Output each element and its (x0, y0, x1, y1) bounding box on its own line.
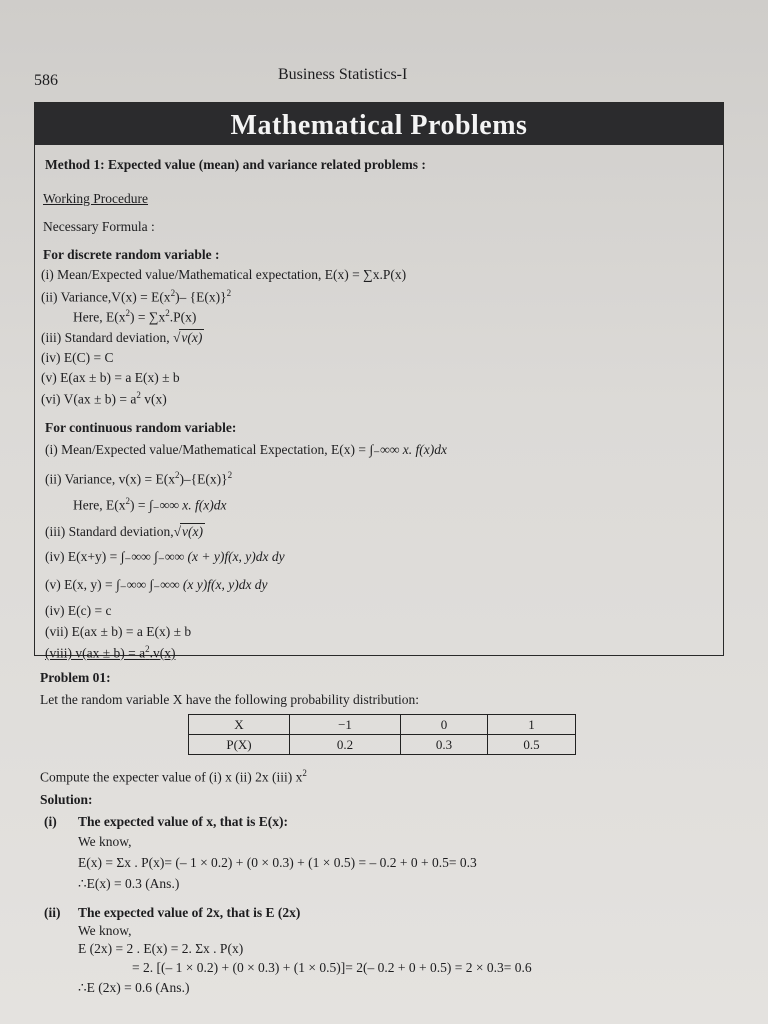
compute-instruction: Compute the expecter value of (i) x (ii) 2x (iii) $x^2$ (40, 768, 307, 785)
continuous-heading: For continuous random variable: (45, 420, 237, 435)
discrete-formula-ii: (ii) Variance,V(x) = $E(x^2)-$ $\{E(x)\}^2$ (41, 288, 232, 305)
necessary-formula: Necessary Formula : (43, 219, 155, 234)
continuous-formula-iii: (iii) Standard deviation,√v(x) (45, 524, 203, 539)
part-i-label: (i) (44, 814, 57, 829)
table-row (189, 715, 576, 735)
discrete-formula-vi: (vi) $V(ax \pm b) = a^2$ v(x) (41, 390, 167, 407)
discrete-formula-v: (v) E(ax ± b) = a E(x) ± b (41, 370, 180, 385)
table-cell: 1 (488, 715, 576, 735)
table-cell: −1 (290, 715, 401, 735)
page-number: 586 (34, 72, 58, 89)
part-ii-label: (ii) (44, 905, 61, 920)
discrete-formula-i: (i) Mean/Expected value/Mathematical expectation, E(x) = ∑x.P(x) (41, 267, 407, 282)
part-ii-title: The expected value of 2x, that is E (2x) (78, 905, 301, 920)
method-heading: Method 1: Expected value (mean) and variance related problems : (45, 157, 426, 172)
running-title: Business Statistics-I (278, 66, 408, 83)
formula-box (34, 102, 724, 661)
table-cell: 0.2 (290, 735, 401, 755)
part-ii-equation-1: E (2x) = 2 . E(x) = 2. Σx . P(x) (78, 941, 244, 956)
continuous-formula-here: Here, $E(x^2)$ = ∫₋∞∞ x. f(x)dx (73, 496, 227, 513)
continuous-formula-i: (i) Mean/Expected value/Mathematical Expectation, E(x) = ∫₋∞∞ x. f(x)dx (45, 442, 448, 457)
continuous-formula-viii: (viii) $v(ax \pm b) = a^2.v(x)$ (45, 644, 176, 661)
part-i-we-know: We know, (78, 834, 132, 849)
continuous-formula-vi: (iv) E(c) = c (45, 603, 112, 618)
continuous-formula-v: (v) E(x, y) = ∫₋∞∞ ∫₋∞∞ (x y)f(x, y)dx dy (45, 577, 268, 592)
table-cell: 0.5 (488, 735, 576, 755)
table-cell: 0 (401, 715, 488, 735)
problem-statement: Let the random variable X have the following probability distribution: (40, 692, 420, 707)
discrete-formula-iii: (iii) Standard deviation, √v(x) (41, 330, 203, 345)
continuous-formula-vii: (vii) E(ax ± b) = a E(x) ± b (45, 624, 192, 639)
continuous-formula-iv: (iv) E(x+y) = ∫₋∞∞ ∫₋∞∞ (x + y)f(x, y)dx dy (45, 549, 285, 564)
part-i-title: The expected value of x, that is E(x): (78, 814, 288, 829)
continuous-formula-ii: (ii) Variance, $v(x) = E(x^2)-\{E(x)\}^2$ (45, 470, 233, 487)
working-procedure: Working Procedure (43, 191, 149, 206)
probability-table (188, 714, 576, 755)
table-row (189, 735, 576, 755)
part-ii-we-know: We know, (78, 923, 132, 938)
table-cell: 0.3 (401, 735, 488, 755)
part-i-answer: ∴E(x) = 0.3 (Ans.) (78, 876, 180, 891)
section-banner: Mathematical Problems (35, 103, 723, 145)
table-cell: P(X) (189, 735, 290, 755)
part-ii-equation-2: = 2. [(– 1 × 0.2) + (0 × 0.3) + (1 × 0.5)]= 2(– 0.2 + 0 + 0.5) = 2 × 0.3= 0.6 (132, 960, 532, 975)
part-i-equation: E(x) = Σx . P(x)= (– 1 × 0.2) + (0 × 0.3) + (1 × 0.5) = – 0.2 + 0 + 0.5= 0.3 (78, 855, 477, 870)
part-ii-answer: ∴E (2x) = 0.6 (Ans.) (78, 980, 190, 995)
discrete-formula-iv: (iv) E(C) = C (41, 350, 114, 365)
problem-title: Problem 01: (40, 670, 111, 685)
table-cell: X (189, 715, 290, 735)
discrete-heading: For discrete random variable : (43, 247, 220, 262)
solution-heading: Solution: (40, 792, 93, 807)
discrete-formula-here: Here, $E(x^2) = \sum x^2.P(x)$ (73, 308, 197, 325)
